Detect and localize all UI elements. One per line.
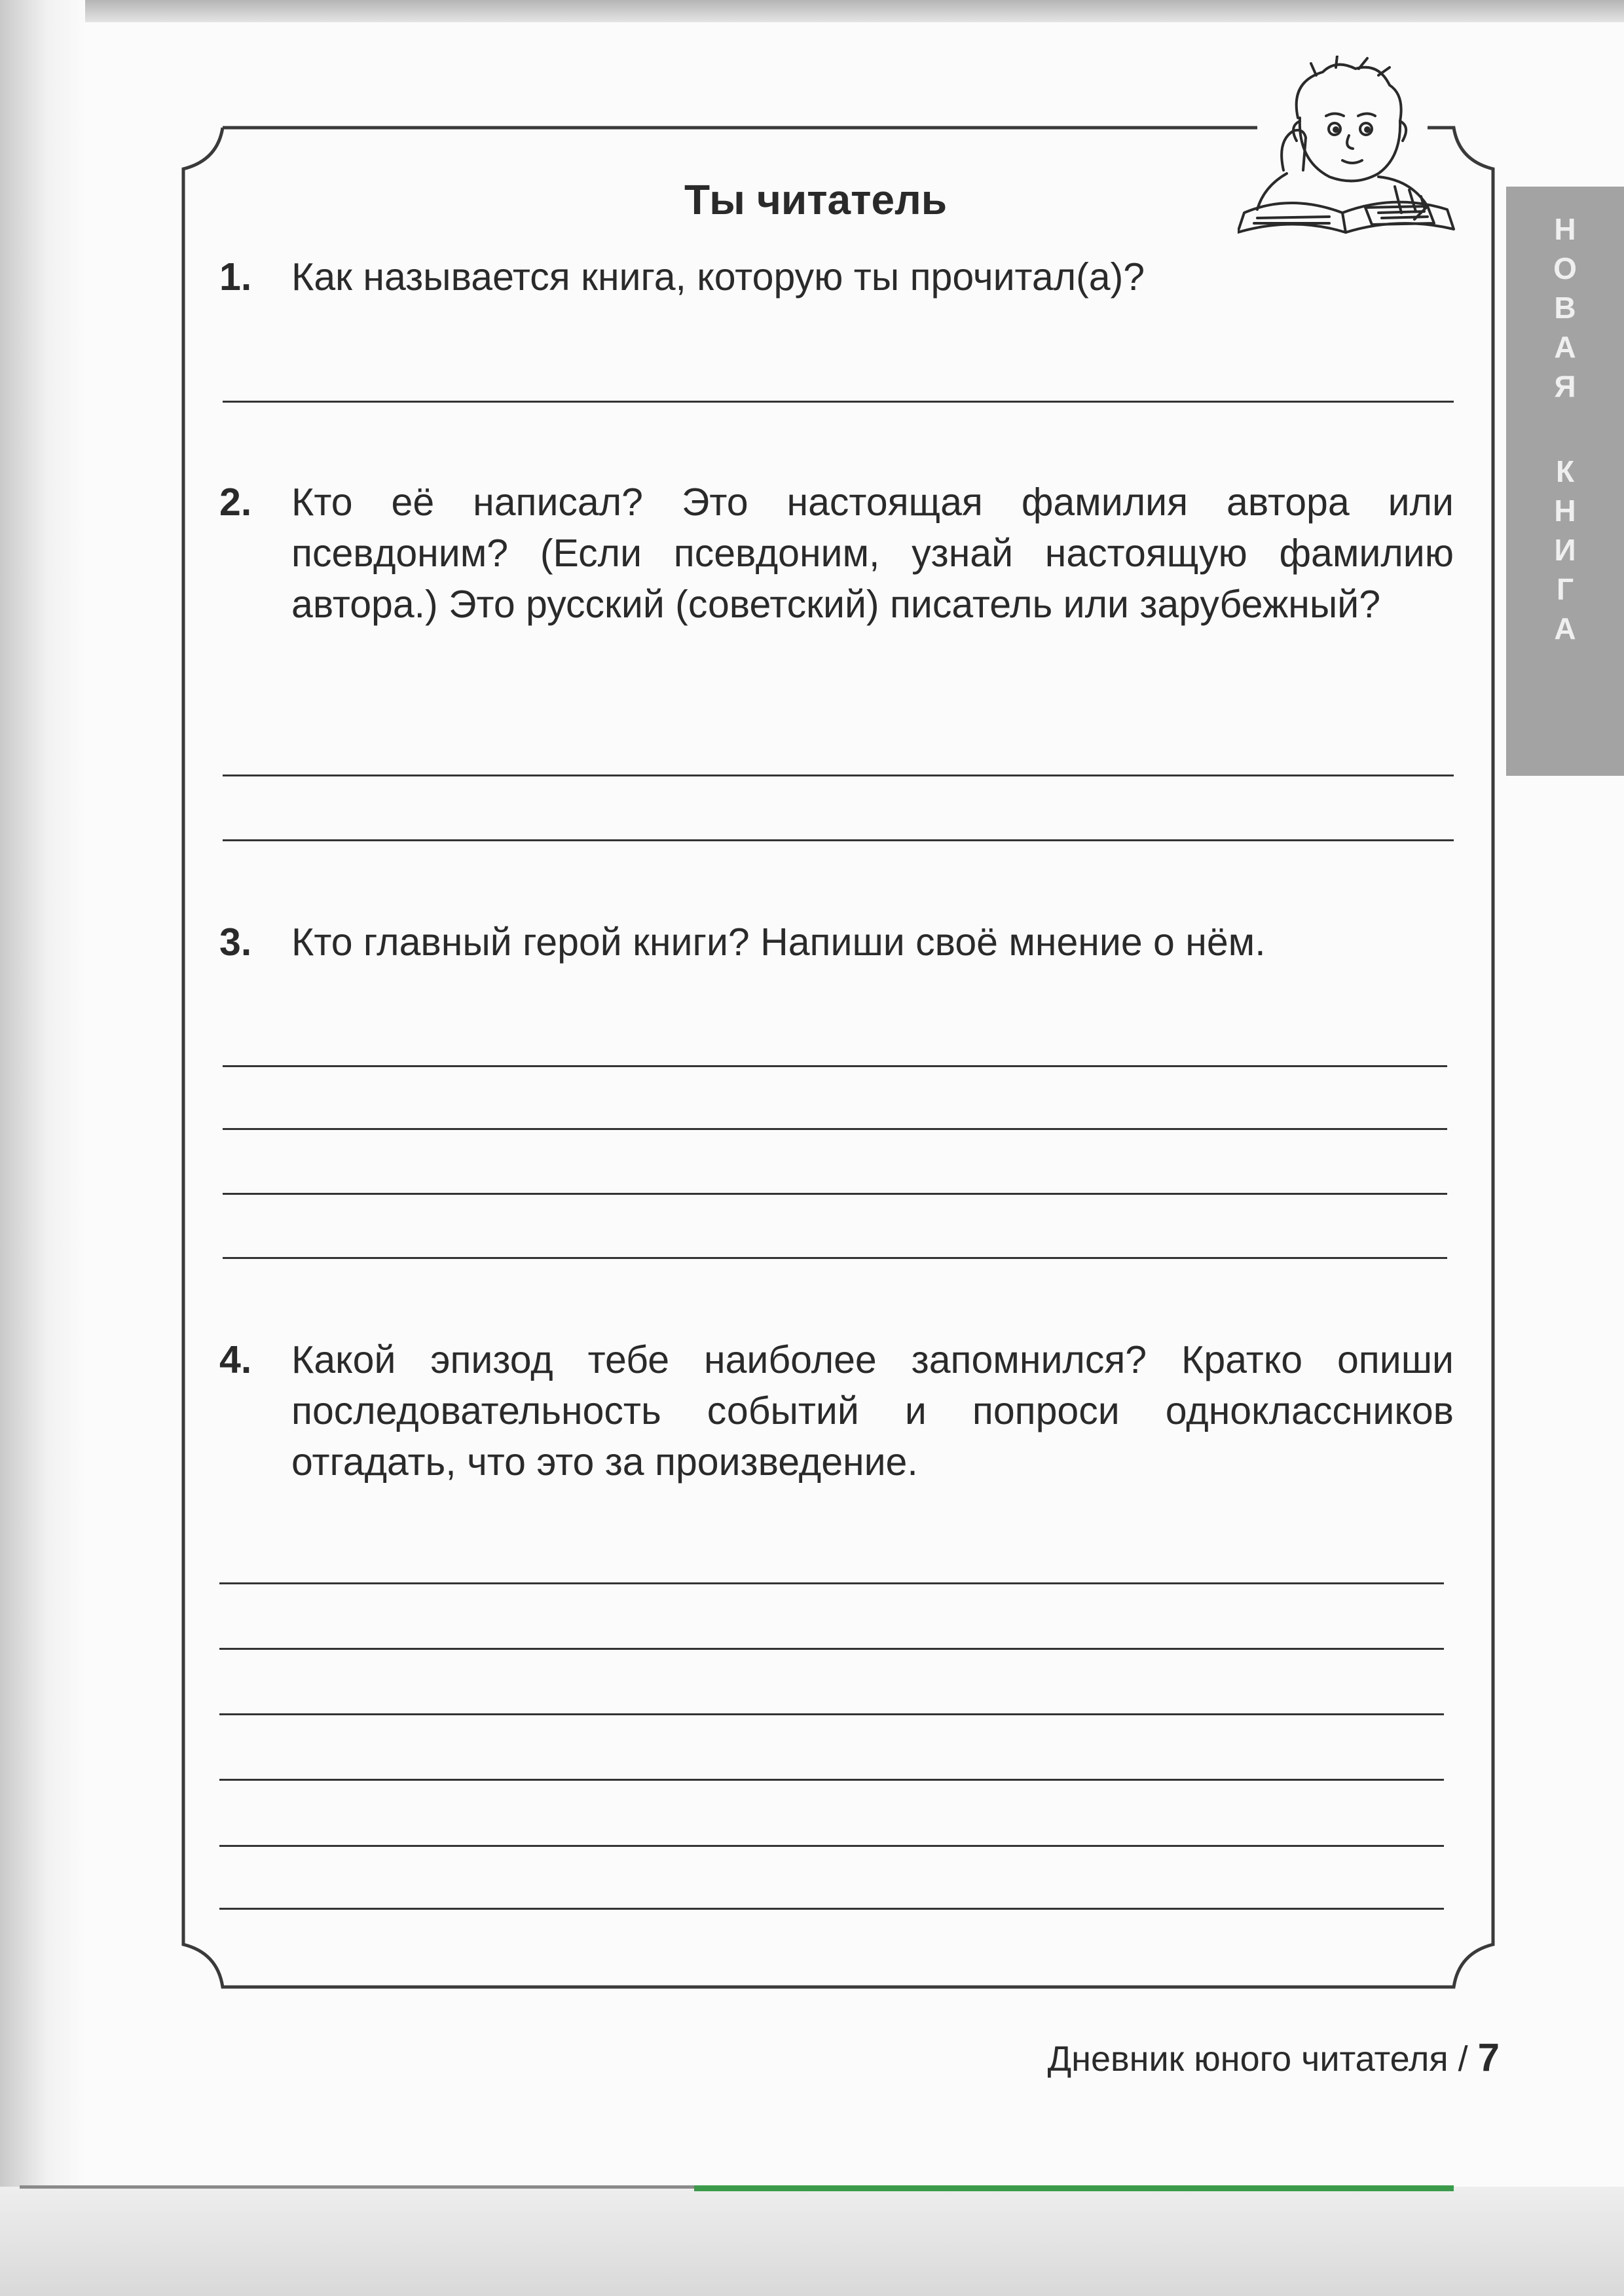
answer-line[interactable] xyxy=(219,1648,1444,1650)
footer-separator: / xyxy=(1458,2039,1468,2079)
answer-line[interactable] xyxy=(219,1845,1444,1847)
answer-line[interactable] xyxy=(223,1065,1447,1067)
section-side-tab xyxy=(1506,187,1624,776)
side-tab-word-2: К Н И Г А xyxy=(1554,454,1576,646)
side-tab-word-1: Н О В А Я xyxy=(1553,212,1577,403)
answer-line[interactable] xyxy=(219,1713,1444,1715)
answer-line[interactable] xyxy=(223,839,1454,841)
question-number: 1. xyxy=(219,255,252,299)
question-text: Кто главный герой книги? Напиши своё мнение о нём. xyxy=(291,920,1266,964)
footer-book-title: Дневник юного читателя xyxy=(1047,2039,1449,2079)
answer-line[interactable] xyxy=(223,774,1454,776)
answer-line[interactable] xyxy=(223,1257,1447,1259)
answer-line[interactable] xyxy=(223,1128,1447,1130)
question-3 xyxy=(219,917,1454,968)
answer-line[interactable] xyxy=(219,1582,1444,1584)
answer-line[interactable] xyxy=(219,1908,1444,1910)
boy-reading-book-icon xyxy=(1238,56,1460,246)
question-text: Кто её написал? Это настоящая фамилия автора или псевдоним? (Если псевдоним, узнай настоящую фамилию автора.) Это русский (советский) писатель или зарубежный? xyxy=(291,481,1454,626)
question-text: Как называется книга, которую ты прочитал(а)? xyxy=(291,255,1145,299)
question-number: 4. xyxy=(219,1338,252,1381)
page-number: 7 xyxy=(1477,2035,1500,2079)
answer-line[interactable] xyxy=(219,1779,1444,1781)
answer-line[interactable] xyxy=(223,1193,1447,1195)
question-1 xyxy=(219,251,1454,302)
question-4 xyxy=(219,1334,1454,1487)
question-number: 2. xyxy=(219,481,252,524)
question-2 xyxy=(219,477,1454,630)
question-text: Какой эпизод тебе наиболее запомнился? Кратко опиши последовательность событий и попроси одноклассников отгадать, что это за произведение. xyxy=(291,1338,1454,1484)
answer-line[interactable] xyxy=(223,401,1454,403)
page-footer xyxy=(1048,2035,1500,2080)
page-title: Ты читатель xyxy=(684,176,948,223)
question-number: 3. xyxy=(219,920,252,964)
